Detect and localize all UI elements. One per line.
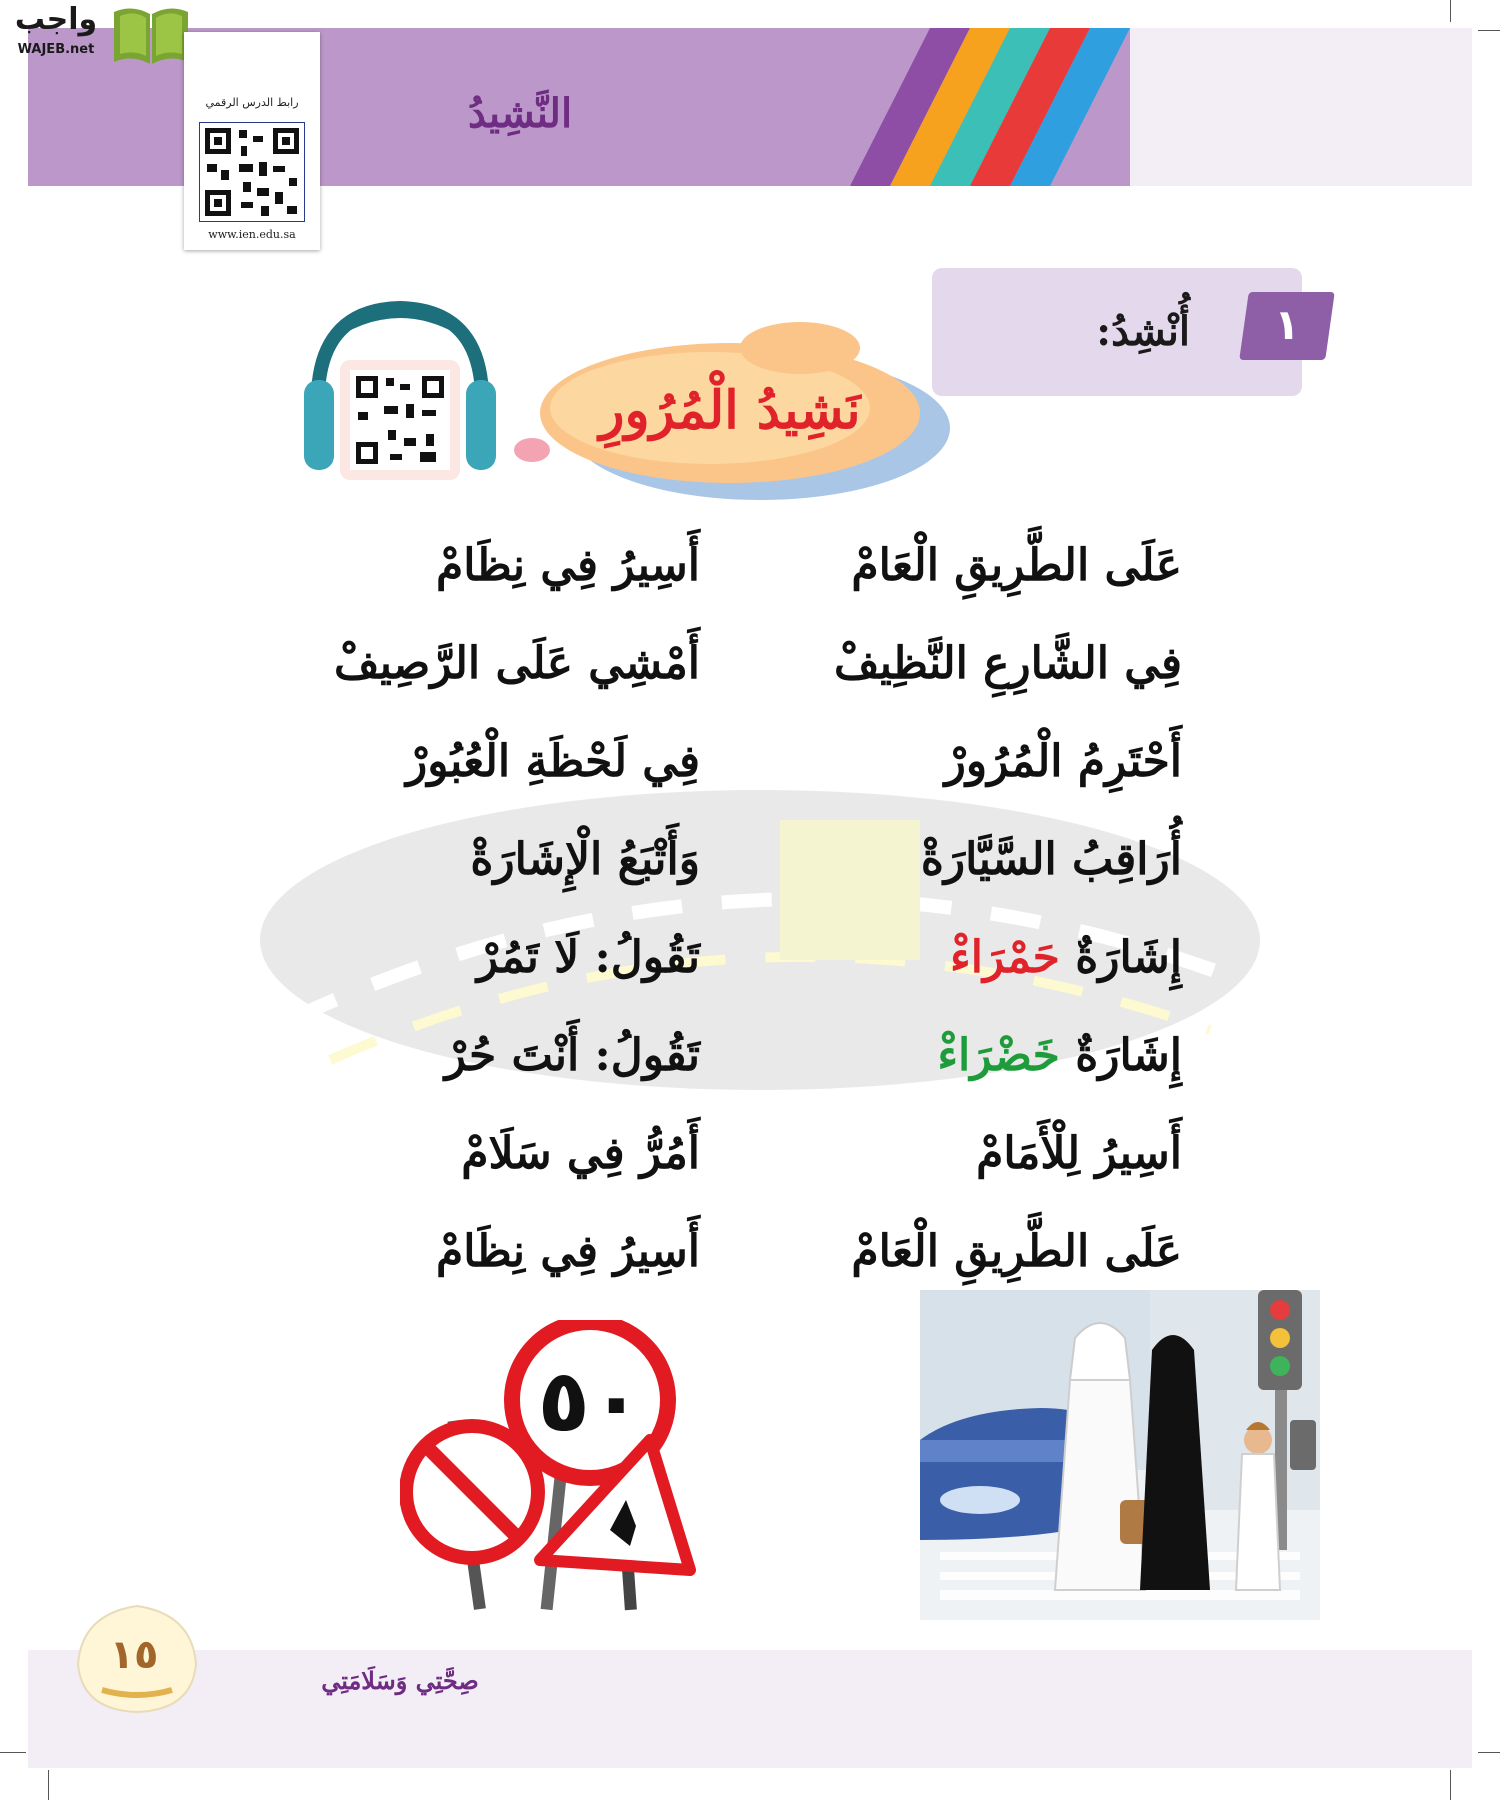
logo-latin-text: WAJEB.net	[17, 42, 95, 57]
crop-mark	[0, 1752, 26, 1753]
poem-line-left: أَمْشِي عَلَى الرَّصِيفْ	[334, 638, 700, 689]
open-book-icon	[112, 4, 190, 66]
poem-line-right: أُرَاقِبُ السَّيَّارَةْ	[920, 834, 1182, 885]
poem-line-right: عَلَى الطَّرِيقِ الْعَامْ	[851, 540, 1182, 591]
qr-card-label: رابط الدرس الرقمي	[205, 96, 299, 109]
poem-title: نَشِيدُ الْمُرُورِ	[599, 380, 861, 441]
poem-line-right: أَحْتَرِمُ الْمُرُورْ	[944, 736, 1182, 787]
qr-card-url: www.ien.edu.sa	[208, 228, 296, 241]
poem-line-right: فِي الشَّارِعِ النَّظِيفْ	[834, 638, 1182, 689]
qr-code-icon	[199, 122, 305, 222]
family-crossing-street-illustration	[920, 1290, 1320, 1620]
header-stripes	[850, 28, 1170, 186]
poem-line-left: فِي لَحْظَةِ الْعُبُورْ	[406, 736, 700, 787]
poem-line-right	[722, 932, 1182, 983]
poem-line-left: أَمُرُّ فِي سَلَامْ	[461, 1128, 700, 1179]
poem-word: إِشَارَةٌ	[1075, 932, 1182, 983]
header-light-panel	[1130, 28, 1472, 186]
poem-line-left: تَقُولُ: أَنْتَ حُرْ	[444, 1030, 700, 1081]
page-title: النَّشِيدُ	[467, 90, 573, 137]
poem-line-left: تَقُولُ: لَا تَمُرْ	[476, 932, 700, 983]
poem-line-left: أَسِيرُ فِي نِظَامْ	[436, 1226, 700, 1277]
activity-label: أُنْشِدُ:	[1096, 308, 1190, 355]
footer-band	[28, 1650, 1472, 1768]
green-signal-word: خَضْرَاءْ	[937, 1030, 1060, 1081]
poem-line-left: وَأَتْبَعُ الْإِشَارَةْ	[470, 834, 700, 885]
unit-title: صِحَّتِي وَسَلَامَتِي	[321, 1666, 479, 1695]
page-number: ١٥	[109, 1632, 159, 1678]
crop-mark	[1450, 0, 1451, 22]
headphones-audio-qr-icon[interactable]	[300, 300, 500, 480]
crop-mark	[48, 1770, 49, 1800]
crop-mark	[1478, 1752, 1500, 1753]
logo-arabic-text: واجب	[14, 2, 98, 37]
digital-lesson-qr-card[interactable]	[184, 32, 320, 250]
activity-number: ١	[1274, 300, 1300, 349]
poem-line-right: عَلَى الطَّرِيقِ الْعَامْ	[851, 1226, 1182, 1277]
red-signal-word: حَمْرَاءْ	[950, 932, 1060, 983]
speed-limit-number: ٥٠	[537, 1351, 643, 1451]
poem-line-left: أَسِيرُ فِي نِظَامْ	[436, 540, 700, 591]
poem-word: إِشَارَةٌ	[1075, 1030, 1182, 1081]
wajeb-logo[interactable]	[6, 2, 191, 68]
crop-mark	[1478, 30, 1500, 31]
traffic-signs-illustration	[400, 1320, 710, 1620]
poem-line-right: أَسِيرُ لِلْأَمَامْ	[976, 1128, 1182, 1179]
poem-line-right	[722, 1030, 1182, 1081]
crop-mark	[1450, 1770, 1451, 1800]
